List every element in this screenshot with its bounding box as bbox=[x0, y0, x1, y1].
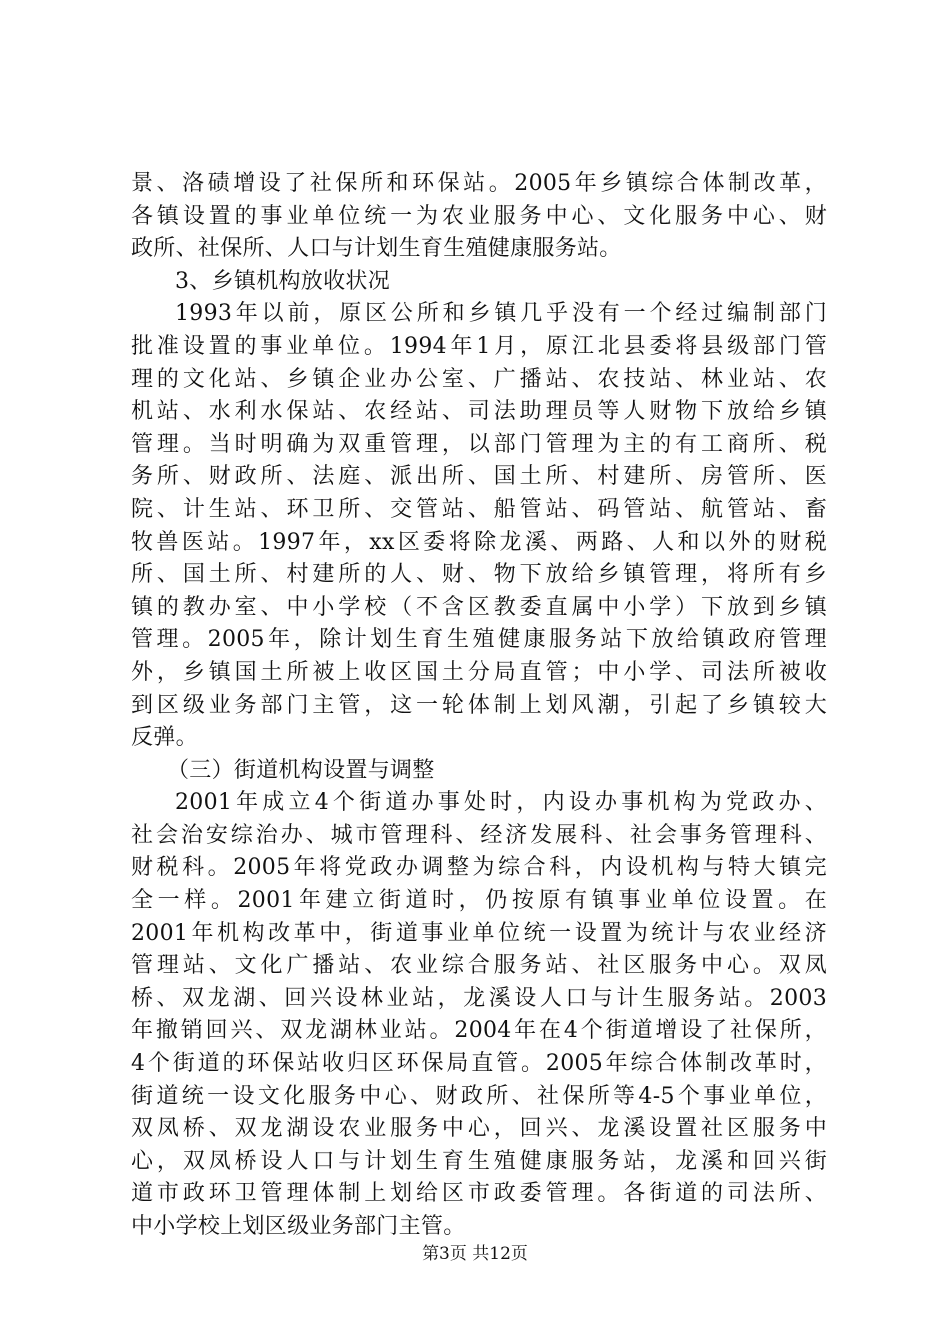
text-line: 全一样。2001年建立街道时，仍按原有镇事业单位设置。在 bbox=[131, 888, 827, 914]
text-line: 财税科。2005年将党政办调整为综合科，内设机构与特大镇完 bbox=[131, 855, 827, 881]
section-heading: 3、乡镇机构放收状况 bbox=[175, 268, 390, 294]
page-footer: 第3页 共12页 bbox=[422, 1244, 528, 1264]
text-line: 理的文化站、乡镇企业办公室、广播站、农技站、林业站、农 bbox=[131, 366, 827, 392]
text-line: 管理。2005年，除计划生育生殖健康服务站下放给镇政府管理 bbox=[131, 627, 827, 653]
text-line: 院、计生站、环卫所、交管站、船管站、码管站、航管站、畜 bbox=[131, 496, 827, 522]
text-line: 机站、水利水保站、农经站、司法助理员等人财物下放给乡镇 bbox=[131, 399, 827, 425]
text-line: 2001年机构改革中，街道事业单位统一设置为统计与农业经济 bbox=[131, 920, 827, 946]
text-line: 2001年成立4个街道办事处时，内设办事机构为党政办、 bbox=[175, 790, 827, 816]
text-line: 1993年以前，原区公所和乡镇几乎没有一个经过编制部门 bbox=[175, 301, 827, 327]
text-line: 中小学校上划区级业务部门主管。 bbox=[131, 1214, 466, 1239]
text-line: 政所、社保所、人口与计划生育生殖健康服务站。 bbox=[131, 236, 622, 262]
text-line: 心，双凤桥设人口与计划生育生殖健康服务站，龙溪和回兴街 bbox=[131, 1148, 827, 1174]
text-line: 反弹。 bbox=[131, 725, 198, 751]
text-line: 批准设置的事业单位。1994年1月，原江北县委将县级部门管 bbox=[131, 333, 827, 359]
text-line: 外，乡镇国土所被上收区国土分局直管；中小学、司法所被收 bbox=[131, 659, 827, 685]
text-line: 街道统一设文化服务中心、财政所、社保所等4-5个事业单位， bbox=[131, 1083, 827, 1109]
document-body bbox=[131, 168, 827, 1244]
text-line: 道市政环卫管理体制上划给区市政委管理。各街道的司法所、 bbox=[131, 1181, 827, 1207]
text-line: 双凤桥、双龙湖设农业服务中心，回兴、龙溪设置社区服务中 bbox=[131, 1116, 827, 1142]
text-line: 牧兽医站。1997年，xx区委将除龙溪、两路、人和以外的财税 bbox=[131, 529, 827, 555]
text-line: 景、洛碛增设了社保所和环保站。2005年乡镇综合体制改革， bbox=[131, 171, 827, 196]
section-heading: （三）街道机构设置与调整 bbox=[167, 757, 435, 783]
text-line: 年撤销回兴、双龙湖林业站。2004年在4个街道增设了社保所， bbox=[131, 1018, 827, 1044]
text-line: 管理站、文化广播站、农业综合服务站、社区服务中心。双凤 bbox=[131, 953, 827, 979]
text-line: 到区级业务部门主管，这一轮体制上划风潮，引起了乡镇较大 bbox=[131, 692, 827, 718]
text-line: 4个街道的环保站收归区环保局直管。2005年综合体制改革时， bbox=[131, 1051, 827, 1077]
text-line: 社会治安综治办、城市管理科、经济发展科、社会事务管理科、 bbox=[131, 822, 827, 848]
text-line: 所、国土所、村建所的人、财、物下放给乡镇管理，将所有乡 bbox=[131, 562, 827, 588]
text-line: 桥、双龙湖、回兴设林业站，龙溪设人口与计生服务站。2003 bbox=[131, 985, 827, 1011]
text-line: 镇的教办室、中小学校（不含区教委直属中小学）下放到乡镇 bbox=[131, 594, 827, 620]
text-line: 各镇设置的事业单位统一为农业服务中心、文化服务中心、财 bbox=[131, 203, 827, 229]
text-line: 务所、财政所、法庭、派出所、国土所、村建所、房管所、医 bbox=[131, 464, 827, 490]
text-line: 管理。当时明确为双重管理，以部门管理为主的有工商所、税 bbox=[131, 431, 827, 457]
